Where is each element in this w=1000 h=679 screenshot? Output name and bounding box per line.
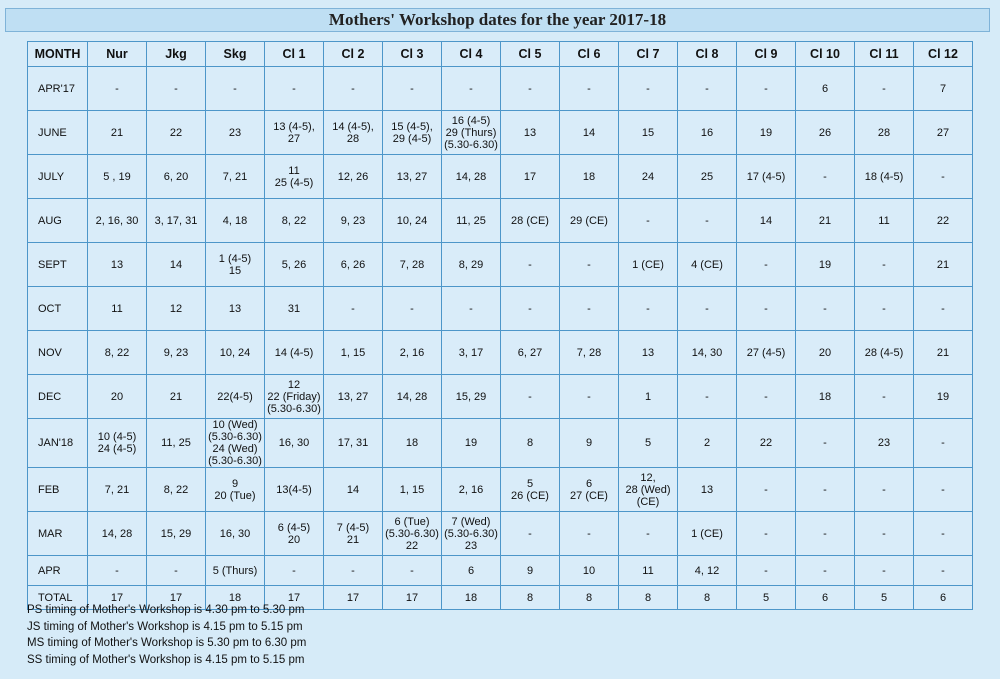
table-cell: 22 [737, 419, 796, 468]
table-cell: - [737, 512, 796, 556]
month-cell: NOV [28, 331, 88, 375]
table-cell: 1 [619, 375, 678, 419]
table-cell: - [796, 468, 855, 512]
table-cell: - [88, 556, 147, 586]
month-cell: APR [28, 556, 88, 586]
table-cell: 16, 30 [265, 419, 324, 468]
table-cell: - [855, 67, 914, 111]
table-cell: 7 (4-5) 21 [324, 512, 383, 556]
table-cell: 2 [678, 419, 737, 468]
table-cell: 15, 29 [147, 512, 206, 556]
table-cell: 20 [88, 375, 147, 419]
table-cell: 15 (4-5), 29 (4-5) [383, 111, 442, 155]
table-cell: - [914, 287, 973, 331]
table-cell: 3, 17 [442, 331, 501, 375]
table-cell: - [501, 512, 560, 556]
table-cell: 5 26 (CE) [501, 468, 560, 512]
table-cell: 11 [855, 199, 914, 243]
table-cell: 4, 18 [206, 199, 265, 243]
table-cell: - [501, 67, 560, 111]
table-cell: - [560, 67, 619, 111]
table-cell: 28 [855, 111, 914, 155]
column-header: Cl 5 [501, 42, 560, 67]
column-header: MONTH [28, 42, 88, 67]
table-cell: 7 (Wed) (5.30-6.30) 23 [442, 512, 501, 556]
table-cell: 25 [678, 155, 737, 199]
table-cell: - [88, 67, 147, 111]
table-cell: 5 [855, 586, 914, 610]
table-cell: - [796, 155, 855, 199]
table-cell: 8 [501, 419, 560, 468]
table-cell: 12, 28 (Wed) (CE) [619, 468, 678, 512]
table-cell: 23 [855, 419, 914, 468]
table-cell: 19 [914, 375, 973, 419]
note-line: PS timing of Mother's Workshop is 4.30 pm to 5.30 pm [27, 604, 305, 616]
table-cell: 22 [914, 199, 973, 243]
table-cell: 5 [737, 586, 796, 610]
table-cell: 5 (Thurs) [206, 556, 265, 586]
table-cell: - [855, 556, 914, 586]
table-cell: 11 [619, 556, 678, 586]
column-header: Cl 2 [324, 42, 383, 67]
table-cell: 18 (4-5) [855, 155, 914, 199]
table-cell: - [855, 468, 914, 512]
table-cell: 13 (4-5), 27 [265, 111, 324, 155]
table-cell: - [914, 512, 973, 556]
table-cell: - [855, 243, 914, 287]
table-cell: 6 [796, 67, 855, 111]
table-row [28, 512, 973, 556]
column-header: Jkg [147, 42, 206, 67]
column-header: Cl 12 [914, 42, 973, 67]
column-header: Cl 3 [383, 42, 442, 67]
table-cell: 21 [147, 375, 206, 419]
table-cell: 1 (CE) [678, 512, 737, 556]
table-cell: - [560, 287, 619, 331]
table-cell: 1 (CE) [619, 243, 678, 287]
column-header: Cl 4 [442, 42, 501, 67]
column-header: Cl 1 [265, 42, 324, 67]
month-cell: APR'17 [28, 67, 88, 111]
column-header: Cl 8 [678, 42, 737, 67]
table-cell: 14 (4-5) [265, 331, 324, 375]
table-cell: - [324, 556, 383, 586]
column-header: Cl 7 [619, 42, 678, 67]
table-row [28, 287, 973, 331]
table-row [28, 243, 973, 287]
table-row [28, 419, 973, 468]
month-cell: MAR [28, 512, 88, 556]
table-cell: 8, 22 [265, 199, 324, 243]
table-cell: - [619, 67, 678, 111]
table-cell: 21 [796, 199, 855, 243]
table-cell: 6 [796, 586, 855, 610]
table-cell: 8, 22 [147, 468, 206, 512]
table-cell: 2, 16 [383, 331, 442, 375]
table-cell: 27 (4-5) [737, 331, 796, 375]
month-cell: OCT [28, 287, 88, 331]
table-row [28, 556, 973, 586]
note-line: SS timing of Mother's Workshop is 4.15 pm to 5.15 pm [27, 653, 305, 666]
table-cell: - [619, 512, 678, 556]
table-cell: - [619, 199, 678, 243]
table-cell: 11, 25 [147, 419, 206, 468]
table-cell: 8 [560, 586, 619, 610]
table-cell: 18 [560, 155, 619, 199]
table-cell: 12, 26 [324, 155, 383, 199]
table-cell: - [796, 512, 855, 556]
table-cell: - [147, 556, 206, 586]
table-cell: 3, 17, 31 [147, 199, 206, 243]
table-cell: - [737, 67, 796, 111]
table-cell: 5, 26 [265, 243, 324, 287]
table-cell: 18 [796, 375, 855, 419]
table-cell: - [501, 375, 560, 419]
table-cell: - [737, 556, 796, 586]
table-cell: - [324, 287, 383, 331]
table-cell: - [796, 287, 855, 331]
table-cell: 18 [383, 419, 442, 468]
table-cell: 31 [265, 287, 324, 331]
table-cell: - [442, 67, 501, 111]
table-cell: 7, 28 [560, 331, 619, 375]
table-cell: 10 [560, 556, 619, 586]
table-cell: 9, 23 [147, 331, 206, 375]
table-cell: - [796, 419, 855, 468]
table-cell: 14, 28 [88, 512, 147, 556]
table-cell: 17, 31 [324, 419, 383, 468]
table-cell: 11 25 (4-5) [265, 155, 324, 199]
table-cell: 13 [619, 331, 678, 375]
table-cell: - [737, 468, 796, 512]
table-cell: - [678, 287, 737, 331]
table-cell: 26 [796, 111, 855, 155]
month-cell: JAN'18 [28, 419, 88, 468]
table-cell: 21 [914, 243, 973, 287]
table-cell: 14 [324, 468, 383, 512]
table-cell: 17 [501, 155, 560, 199]
table-cell: 7, 21 [206, 155, 265, 199]
table-cell: - [914, 468, 973, 512]
table-cell: 6, 20 [147, 155, 206, 199]
table-cell: - [206, 67, 265, 111]
table-cell: 16 [678, 111, 737, 155]
table-cell: 14 [737, 199, 796, 243]
note-line: MS timing of Mother's Workshop is 5.30 pm to 6.30 pm [27, 637, 307, 649]
table-cell: - [383, 556, 442, 586]
table-cell: - [501, 243, 560, 287]
table-cell: - [855, 512, 914, 556]
table-cell: 8 [678, 586, 737, 610]
timing-notes [27, 602, 306, 668]
table-cell: 19 [737, 111, 796, 155]
table-cell: 14 [147, 243, 206, 287]
table-cell: 6, 26 [324, 243, 383, 287]
table-cell: 10 (Wed) (5.30-6.30) 24 (Wed) (5.30-6.30) [206, 419, 265, 468]
column-header: Nur [88, 42, 147, 67]
table-cell: 9 [560, 419, 619, 468]
table-cell: 1, 15 [324, 331, 383, 375]
table-cell: 17 [88, 586, 147, 610]
table-cell: 14, 28 [383, 375, 442, 419]
table-row [28, 67, 973, 111]
table-cell: - [737, 375, 796, 419]
table-cell: 4 (CE) [678, 243, 737, 287]
month-cell: TOTAL [28, 586, 88, 610]
table-cell: 22 [147, 111, 206, 155]
table-cell: 21 [88, 111, 147, 155]
table-cell: - [383, 287, 442, 331]
table-cell: 29 (CE) [560, 199, 619, 243]
table-cell: 17 [147, 586, 206, 610]
table-cell: 7, 28 [383, 243, 442, 287]
column-header: Cl 9 [737, 42, 796, 67]
table-cell: - [914, 155, 973, 199]
column-header: Cl 10 [796, 42, 855, 67]
table-cell: - [796, 556, 855, 586]
table-cell: 13(4-5) [265, 468, 324, 512]
table-cell: 8, 29 [442, 243, 501, 287]
table-cell: 12 [147, 287, 206, 331]
table-cell: 19 [796, 243, 855, 287]
table-cell: 13, 27 [324, 375, 383, 419]
table-cell: 6 [442, 556, 501, 586]
table-cell: 22(4-5) [206, 375, 265, 419]
month-cell: AUG [28, 199, 88, 243]
table-cell: 6 (Tue) (5.30-6.30) 22 [383, 512, 442, 556]
table-cell: - [560, 375, 619, 419]
table-cell: 2, 16, 30 [88, 199, 147, 243]
table-cell: 20 [796, 331, 855, 375]
table-cell: - [383, 67, 442, 111]
column-header: Cl 11 [855, 42, 914, 67]
table-cell: - [914, 419, 973, 468]
table-cell: 5 , 19 [88, 155, 147, 199]
month-cell: JUNE [28, 111, 88, 155]
table-cell: 12 22 (Friday) (5.30-6.30) [265, 375, 324, 419]
column-header: Cl 6 [560, 42, 619, 67]
table-cell: 9, 23 [324, 199, 383, 243]
table-row [28, 199, 973, 243]
table-cell: - [855, 287, 914, 331]
table-cell: 8, 22 [88, 331, 147, 375]
table-cell: - [324, 67, 383, 111]
table-cell: - [737, 287, 796, 331]
table-cell: 16, 30 [206, 512, 265, 556]
table-cell: 14, 30 [678, 331, 737, 375]
month-cell: FEB [28, 468, 88, 512]
month-cell: DEC [28, 375, 88, 419]
table-cell: 10 (4-5) 24 (4-5) [88, 419, 147, 468]
table-cell: 1 (4-5) 15 [206, 243, 265, 287]
table-cell: 4, 12 [678, 556, 737, 586]
table-cell: 13 [678, 468, 737, 512]
month-cell: SEPT [28, 243, 88, 287]
table-cell: 14 (4-5), 28 [324, 111, 383, 155]
table-cell: 6 [914, 586, 973, 610]
table-cell: - [914, 556, 973, 586]
table-cell: 7 [914, 67, 973, 111]
table-cell: 10, 24 [383, 199, 442, 243]
table-cell: 13 [501, 111, 560, 155]
table-cell: - [560, 512, 619, 556]
table-cell: - [501, 287, 560, 331]
table-cell: 14, 28 [442, 155, 501, 199]
table-cell: - [619, 287, 678, 331]
table-cell: 6 (4-5) 20 [265, 512, 324, 556]
month-cell: JULY [28, 155, 88, 199]
table-row [28, 375, 973, 419]
table-cell: 9 20 (Tue) [206, 468, 265, 512]
table-cell: 5 [619, 419, 678, 468]
table-cell: 11 [88, 287, 147, 331]
table-cell: 8 [501, 586, 560, 610]
table-cell: 2, 16 [442, 468, 501, 512]
table-cell: 17 [265, 586, 324, 610]
table-row [28, 331, 973, 375]
table-cell: - [678, 375, 737, 419]
table-cell: 8 [619, 586, 678, 610]
workshop-dates-table [27, 41, 973, 610]
table-cell: 28 (4-5) [855, 331, 914, 375]
table-cell: 13 [88, 243, 147, 287]
table-cell: - [855, 375, 914, 419]
table-cell: 21 [914, 331, 973, 375]
column-header: Skg [206, 42, 265, 67]
page-title: Mothers' Workshop dates for the year 2017-18 [5, 8, 990, 32]
table-row [28, 155, 973, 199]
table-cell: 13 [206, 287, 265, 331]
table-cell: 15 [619, 111, 678, 155]
table-cell: - [560, 243, 619, 287]
table-cell: 17 [324, 586, 383, 610]
table-cell: 24 [619, 155, 678, 199]
table-cell: 15, 29 [442, 375, 501, 419]
table-cell: 19 [442, 419, 501, 468]
table-row [28, 468, 973, 512]
table-cell: - [678, 67, 737, 111]
table-cell: - [265, 67, 324, 111]
table-cell: 23 [206, 111, 265, 155]
table-cell: 16 (4-5) 29 (Thurs) (5.30-6.30) [442, 111, 501, 155]
table-cell: - [737, 243, 796, 287]
table-cell: 6, 27 [501, 331, 560, 375]
table-cell: 9 [501, 556, 560, 586]
table-cell: 10, 24 [206, 331, 265, 375]
table-cell: 13, 27 [383, 155, 442, 199]
table-cell: 14 [560, 111, 619, 155]
table-header-row [28, 42, 973, 67]
table-cell: 17 [383, 586, 442, 610]
note-line: JS timing of Mother's Workshop is 4.15 pm to 5.15 pm [27, 620, 303, 633]
table-row [28, 111, 973, 155]
table-cell: 28 (CE) [501, 199, 560, 243]
table-cell: 1, 15 [383, 468, 442, 512]
table-cell: 18 [442, 586, 501, 610]
table-cell: 7, 21 [88, 468, 147, 512]
table-cell: - [678, 199, 737, 243]
table-cell: - [147, 67, 206, 111]
table-cell: 18 [206, 586, 265, 610]
table-cell: 27 [914, 111, 973, 155]
table-cell: 6 27 (CE) [560, 468, 619, 512]
table-cell: 11, 25 [442, 199, 501, 243]
table-cell: - [442, 287, 501, 331]
table-cell: 17 (4-5) [737, 155, 796, 199]
table-cell: - [265, 556, 324, 586]
